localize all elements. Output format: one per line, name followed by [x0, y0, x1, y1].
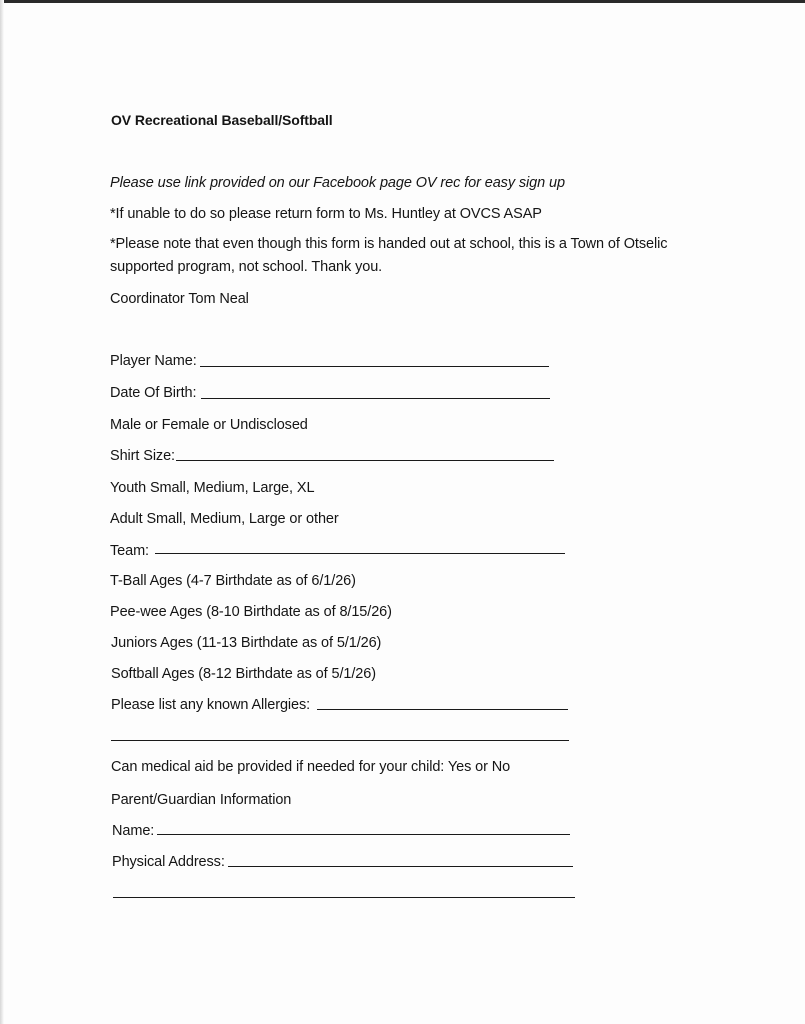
- return-form-note: *If unable to do so please return form to Ms. Huntley at OVCS ASAP: [110, 206, 542, 222]
- medical-aid-question: Can medical aid be provided if needed for your child: Yes or No: [111, 759, 511, 775]
- allergies-label: Please list any known Allergies:: [111, 697, 311, 713]
- age-group-juniors: Juniors Ages (11-13 Birthdate as of 5/1/26): [111, 635, 382, 651]
- adult-sizes: Adult Small, Medium, Large or other: [110, 511, 339, 527]
- physical-address-line-1[interactable]: [228, 866, 573, 867]
- team-line[interactable]: [155, 553, 565, 554]
- allergies-line-1[interactable]: [317, 709, 568, 710]
- youth-sizes: Youth Small, Medium, Large, XL: [110, 480, 315, 496]
- parent-guardian-heading: Parent/Guardian Information: [111, 792, 292, 808]
- team-label: Team:: [110, 543, 149, 559]
- gender-options: Male or Female or Undisclosed: [110, 417, 308, 433]
- allergies-line-2[interactable]: [111, 740, 569, 741]
- age-group-softball: Softball Ages (8-12 Birthdate as of 5/1/26): [111, 666, 376, 682]
- player-name-label: Player Name:: [110, 353, 197, 369]
- age-group-tball: T-Ball Ages (4-7 Birthdate as of 6/1/26): [110, 573, 356, 589]
- signup-instructions: Please use link provided on our Facebook page OV rec for easy sign up: [110, 175, 565, 191]
- date-of-birth-line[interactable]: [201, 398, 550, 399]
- date-of-birth-label: Date Of Birth:: [110, 385, 197, 401]
- shirt-size-line[interactable]: [176, 460, 554, 461]
- age-group-peewee: Pee-wee Ages (8-10 Birthdate as of 8/15/26): [110, 604, 392, 620]
- parent-name-label: Name:: [112, 823, 155, 839]
- form-title: OV Recreational Baseball/Softball: [111, 112, 333, 128]
- physical-address-line-2[interactable]: [113, 897, 575, 898]
- coordinator-line: Coordinator Tom Neal: [110, 291, 249, 307]
- physical-address-label: Physical Address:: [112, 854, 225, 870]
- parent-name-line[interactable]: [157, 834, 570, 835]
- town-program-note-line-1: *Please note that even though this form is handed out at school, this is a Town of Otselic: [110, 236, 668, 252]
- town-program-note-line-2: supported program, not school. Thank you.: [110, 259, 383, 275]
- player-name-line[interactable]: [200, 366, 549, 367]
- shirt-size-label: Shirt Size:: [110, 448, 175, 464]
